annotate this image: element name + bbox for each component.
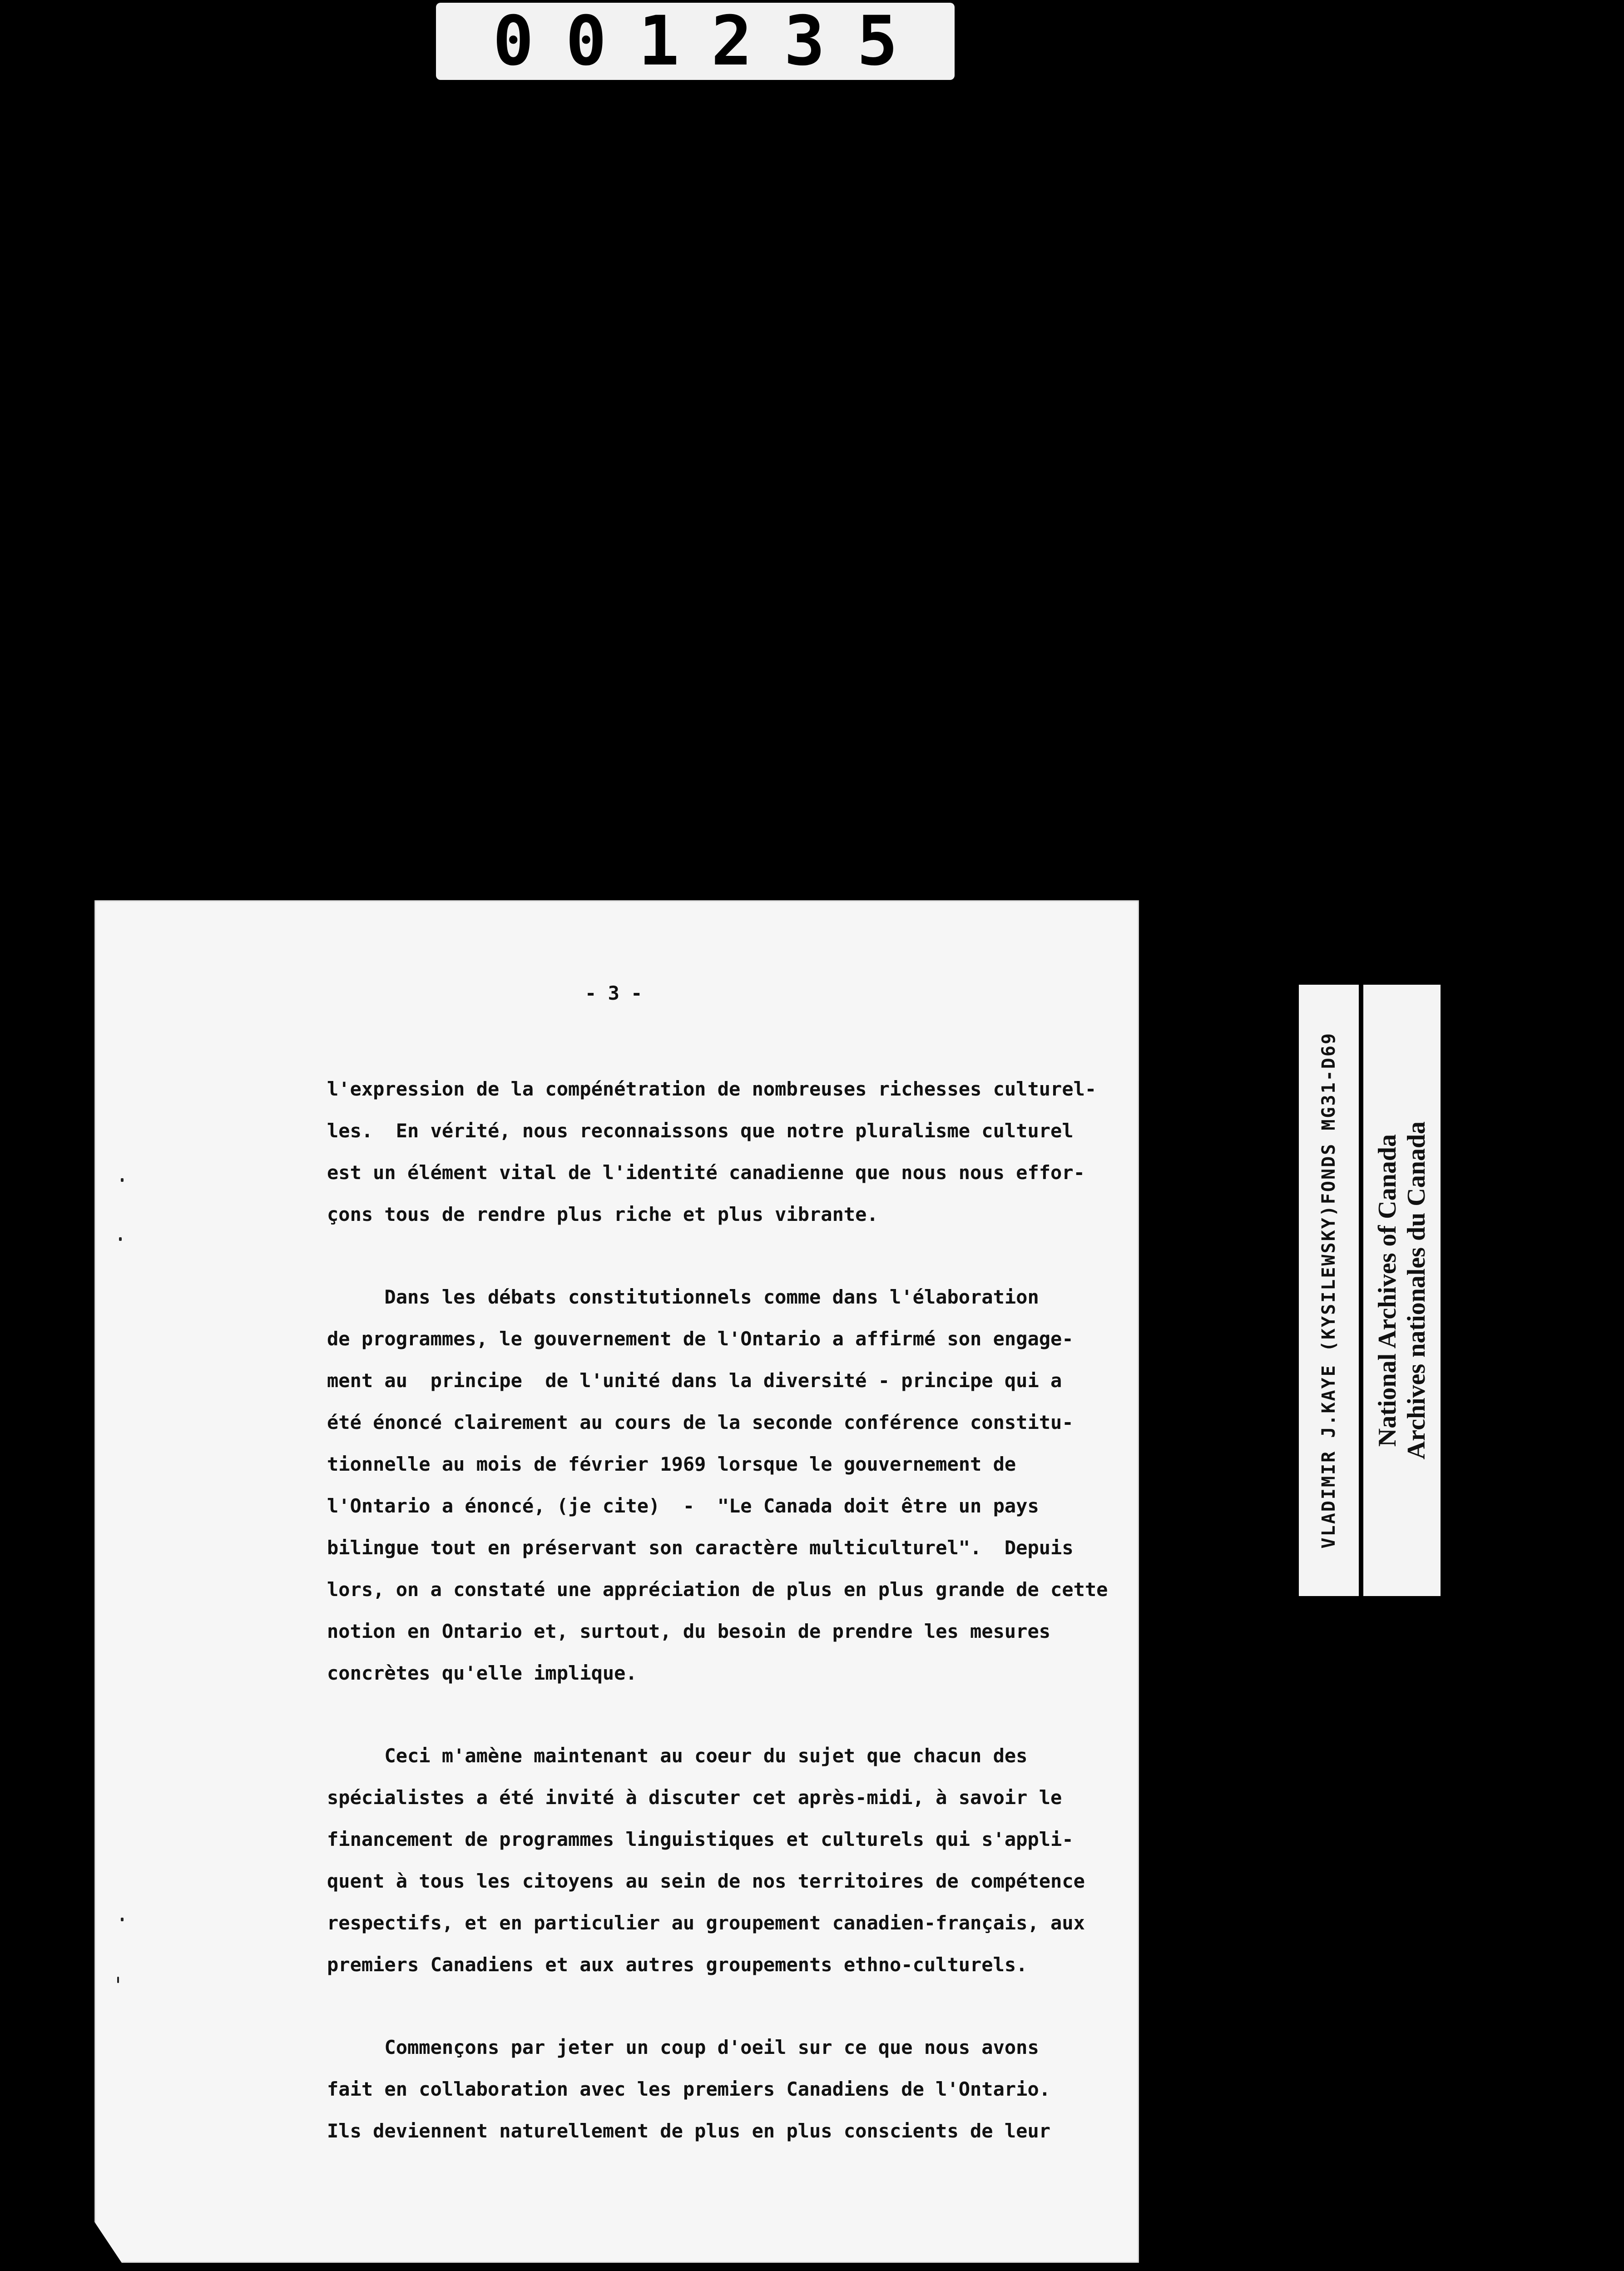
margin-mark bbox=[121, 1918, 124, 1921]
archives-name-fr: Archives nationales du Canada bbox=[1402, 1121, 1431, 1460]
text-line: concrètes qu'elle implique. bbox=[327, 1662, 637, 1684]
text-line: çons tous de rendre plus riche et plus vibrante. bbox=[327, 1203, 878, 1225]
text-line: Ils deviennent naturellement de plus en plus conscients de leur bbox=[327, 2120, 1051, 2142]
text-line: l'expression de la compénétration de nombreuses richesses culturel- bbox=[327, 1078, 1097, 1100]
fonds-reference: VLADIMIR J.KAYE (KYSILEWSKY)FONDS MG31-D69 bbox=[1318, 1032, 1339, 1549]
archives-name bbox=[1373, 1121, 1431, 1459]
margin-mark bbox=[119, 1237, 122, 1241]
paragraph-1 bbox=[327, 1068, 1126, 1235]
text-line: respectifs, et en particulier au groupement canadien-français, aux bbox=[327, 1912, 1085, 1934]
text-line: l'Ontario a énoncé, (je cite) - "Le Canada doit être un pays bbox=[327, 1495, 1039, 1517]
frame-number: 001235 bbox=[493, 2, 930, 81]
frame-number-strip bbox=[436, 3, 955, 80]
archives-column bbox=[1363, 985, 1441, 1596]
document-page bbox=[94, 900, 1139, 2263]
archives-name-en: National Archives of Canada bbox=[1373, 1134, 1401, 1447]
page-number: - 3 - bbox=[585, 982, 643, 1004]
text-line: Dans les débats constitutionnels comme dans l'élaboration bbox=[327, 1286, 1039, 1308]
margin-mark bbox=[121, 1178, 124, 1182]
text-line: premiers Canadiens et aux autres groupements ethno-culturels. bbox=[327, 1954, 1028, 1976]
fonds-column bbox=[1299, 985, 1363, 1596]
text-line: les. En vérité, nous reconnaissons que notre pluralisme culturel bbox=[327, 1120, 1074, 1142]
body-text bbox=[327, 1068, 1126, 2193]
archive-label bbox=[1299, 985, 1441, 1596]
text-line: bilingue tout en préservant son caractère multiculturel". Depuis bbox=[327, 1537, 1074, 1559]
text-line: financement de programmes linguistiques et culturels qui s'appli- bbox=[327, 1828, 1074, 1850]
margin-mark bbox=[117, 1977, 119, 1983]
text-line: spécialistes a été invité à discuter cet après-midi, à savoir le bbox=[327, 1786, 1062, 1809]
paragraph-3 bbox=[327, 1735, 1126, 1986]
text-line: fait en collaboration avec les premiers Canadiens de l'Ontario. bbox=[327, 2078, 1051, 2100]
text-line: quent à tous les citoyens au sein de nos territoires de compétence bbox=[327, 1870, 1085, 1892]
paragraph-4 bbox=[327, 2027, 1126, 2152]
paragraph-2 bbox=[327, 1276, 1126, 1694]
text-line: été énoncé clairement au cours de la seconde conférence constitu- bbox=[327, 1411, 1074, 1433]
text-line: ment au principe de l'unité dans la diversité - principe qui a bbox=[327, 1369, 1062, 1392]
text-line: notion en Ontario et, surtout, du besoin de prendre les mesures bbox=[327, 1620, 1051, 1642]
text-line: Ceci m'amène maintenant au coeur du sujet que chacun des bbox=[327, 1745, 1028, 1767]
text-line: de programmes, le gouvernement de l'Ontario a affirmé son engage- bbox=[327, 1328, 1074, 1350]
text-line: est un élément vital de l'identité canadienne que nous nous effor- bbox=[327, 1161, 1085, 1184]
text-line: Commençons par jeter un coup d'oeil sur ce que nous avons bbox=[327, 2036, 1039, 2058]
text-line: tionnelle au mois de février 1969 lorsque le gouvernement de bbox=[327, 1453, 1016, 1475]
folded-corner bbox=[94, 2222, 122, 2263]
text-line: lors, on a constaté une appréciation de plus en plus grande de cette bbox=[327, 1578, 1108, 1601]
